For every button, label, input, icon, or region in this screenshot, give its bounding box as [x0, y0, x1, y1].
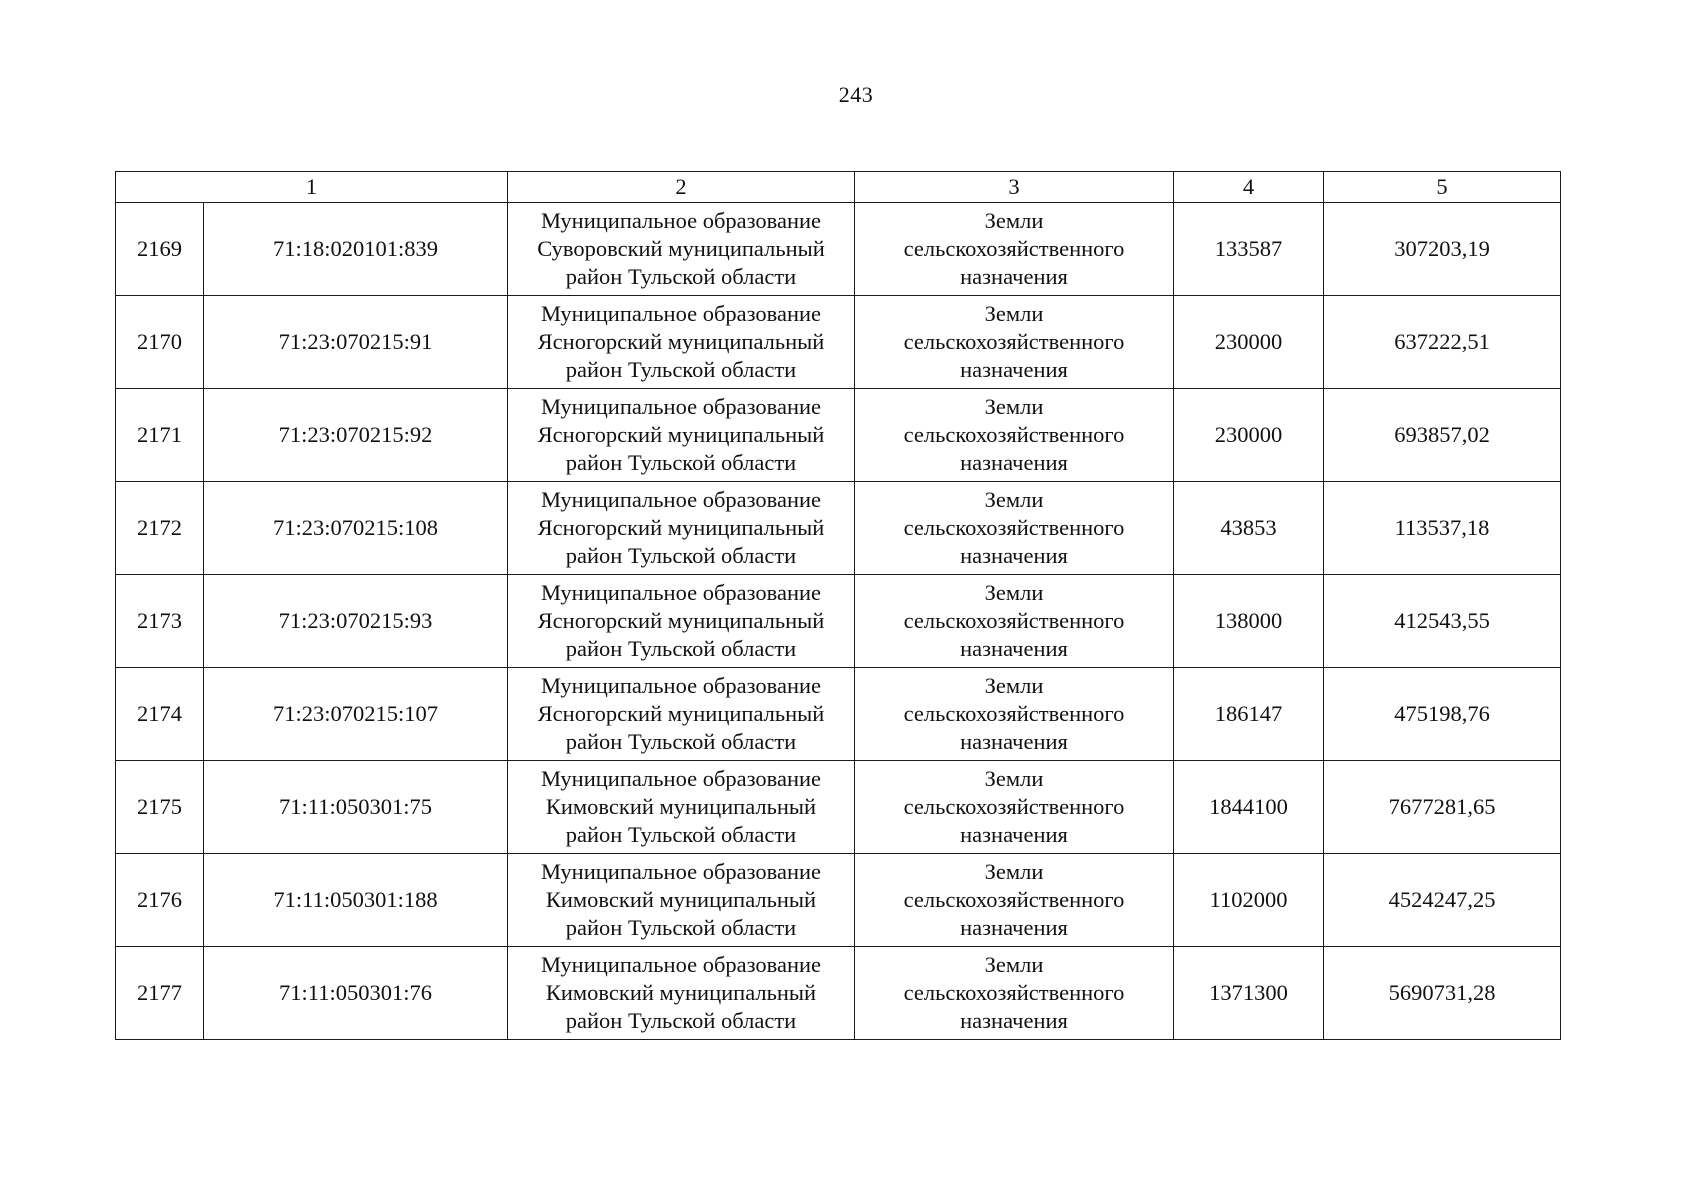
header-cell-2: 2: [508, 172, 855, 203]
owner-cell: [508, 482, 855, 575]
land-category-cell: [855, 854, 1174, 947]
land-category-cell-line: Земли: [984, 487, 1044, 512]
row-number-cell: 2172: [116, 482, 204, 575]
table-row: [116, 854, 1561, 947]
land-category-cell-line: Земли: [984, 766, 1044, 791]
land-category-cell-line: назначения: [960, 915, 1068, 940]
land-category-cell-line: Земли: [984, 580, 1044, 605]
cadastral-value-cell: 5690731,28: [1324, 947, 1561, 1040]
owner-cell-line: Кимовский муниципальный: [545, 887, 817, 912]
land-category-cell-line: сельскохозяйственного: [903, 701, 1125, 726]
table-row: [116, 575, 1561, 668]
table-row: [116, 389, 1561, 482]
header-cell-4: 4: [1174, 172, 1324, 203]
table-header-row: [116, 172, 1561, 203]
cadastral-number-cell: 71:23:070215:93: [204, 575, 508, 668]
cadastral-number-cell: 71:11:050301:76: [204, 947, 508, 1040]
land-category-cell-line: Земли: [984, 952, 1044, 977]
land-category-cell-line: сельскохозяйственного: [903, 236, 1125, 261]
page-number: 243: [838, 82, 874, 107]
owner-cell: [508, 575, 855, 668]
owner-cell: [508, 761, 855, 854]
owner-cell: [508, 296, 855, 389]
area-cell: 186147: [1174, 668, 1324, 761]
row-number-cell: 2171: [116, 389, 204, 482]
owner-cell-line: Ясногорский муниципальный: [537, 329, 825, 354]
owner-cell-line: район Тульской области: [565, 450, 797, 475]
owner-cell-line: Муниципальное образование: [540, 301, 822, 326]
owner-cell: [508, 947, 855, 1040]
land-category-cell: [855, 389, 1174, 482]
land-category-cell-line: сельскохозяйственного: [903, 608, 1125, 633]
cadastral-number-cell: 71:23:070215:91: [204, 296, 508, 389]
owner-cell-line: Ясногорский муниципальный: [537, 515, 825, 540]
owner-cell-line: Муниципальное образование: [540, 859, 822, 884]
land-category-cell-line: назначения: [960, 450, 1068, 475]
area-cell: 230000: [1174, 296, 1324, 389]
land-category-cell-line: сельскохозяйственного: [903, 515, 1125, 540]
cadastral-value-cell: 412543,55: [1324, 575, 1561, 668]
cadastral-value-cell: 113537,18: [1324, 482, 1561, 575]
owner-cell-line: Суворовский муниципальный: [537, 236, 825, 261]
owner-cell-line: район Тульской области: [565, 543, 797, 568]
land-category-cell: [855, 575, 1174, 668]
owner-cell-line: район Тульской области: [565, 636, 797, 661]
land-category-cell-line: назначения: [960, 636, 1068, 661]
owner-cell-line: Кимовский муниципальный: [545, 794, 817, 819]
owner-cell: [508, 389, 855, 482]
table-row: [116, 947, 1561, 1040]
land-registry-table: [115, 171, 1561, 1040]
owner-cell-line: Муниципальное образование: [540, 766, 822, 791]
area-cell: 1371300: [1174, 947, 1324, 1040]
row-number-cell: 2173: [116, 575, 204, 668]
owner-cell-line: Муниципальное образование: [540, 394, 822, 419]
table-row: [116, 482, 1561, 575]
cadastral-number-cell: 71:18:020101:839: [204, 203, 508, 296]
owner-cell-line: Кимовский муниципальный: [545, 980, 817, 1005]
row-number-cell: 2174: [116, 668, 204, 761]
land-category-cell-line: сельскохозяйственного: [903, 329, 1125, 354]
area-cell: 230000: [1174, 389, 1324, 482]
area-cell: 133587: [1174, 203, 1324, 296]
header-cell-1: 1: [116, 172, 508, 203]
land-category-cell-line: сельскохозяйственного: [903, 794, 1125, 819]
owner-cell-line: Муниципальное образование: [540, 580, 822, 605]
land-category-cell-line: Земли: [984, 394, 1044, 419]
cadastral-value-cell: 637222,51: [1324, 296, 1561, 389]
land-category-cell: [855, 761, 1174, 854]
land-category-cell: [855, 296, 1174, 389]
owner-cell: [508, 203, 855, 296]
cadastral-number-cell: 71:23:070215:107: [204, 668, 508, 761]
land-category-cell-line: Земли: [984, 301, 1044, 326]
area-cell: 43853: [1174, 482, 1324, 575]
row-number-cell: 2170: [116, 296, 204, 389]
owner-cell-line: район Тульской области: [565, 915, 797, 940]
land-category-cell: [855, 668, 1174, 761]
owner-cell-line: район Тульской области: [565, 264, 797, 289]
land-category-cell-line: сельскохозяйственного: [903, 887, 1125, 912]
cadastral-value-cell: 4524247,25: [1324, 854, 1561, 947]
cadastral-value-cell: 7677281,65: [1324, 761, 1561, 854]
land-category-cell-line: сельскохозяйственного: [903, 980, 1125, 1005]
land-category-cell-line: назначения: [960, 1008, 1068, 1033]
cadastral-number-cell: 71:11:050301:188: [204, 854, 508, 947]
owner-cell-line: Муниципальное образование: [540, 673, 822, 698]
land-category-cell-line: назначения: [960, 264, 1068, 289]
row-number-cell: 2175: [116, 761, 204, 854]
area-cell: 1102000: [1174, 854, 1324, 947]
owner-cell-line: Муниципальное образование: [540, 208, 822, 233]
land-category-cell-line: Земли: [984, 673, 1044, 698]
land-category-cell: [855, 947, 1174, 1040]
area-cell: 1844100: [1174, 761, 1324, 854]
owner-cell-line: Ясногорский муниципальный: [537, 608, 825, 633]
cadastral-number-cell: 71:23:070215:108: [204, 482, 508, 575]
cadastral-number-cell: 71:11:050301:75: [204, 761, 508, 854]
row-number-cell: 2177: [116, 947, 204, 1040]
land-category-cell-line: сельскохозяйственного: [903, 422, 1125, 447]
owner-cell-line: район Тульской области: [565, 729, 797, 754]
area-cell: 138000: [1174, 575, 1324, 668]
row-number-cell: 2176: [116, 854, 204, 947]
land-category-cell-line: назначения: [960, 822, 1068, 847]
header-cell-3: 3: [855, 172, 1174, 203]
land-category-cell: [855, 203, 1174, 296]
owner-cell-line: Муниципальное образование: [540, 487, 822, 512]
owner-cell-line: район Тульской области: [565, 822, 797, 847]
table-row: [116, 761, 1561, 854]
land-category-cell-line: назначения: [960, 357, 1068, 382]
cadastral-value-cell: 307203,19: [1324, 203, 1561, 296]
table-row: [116, 296, 1561, 389]
owner-cell-line: район Тульской области: [565, 357, 797, 382]
cadastral-value-cell: 475198,76: [1324, 668, 1561, 761]
owner-cell-line: Ясногорский муниципальный: [537, 422, 825, 447]
land-category-cell-line: назначения: [960, 729, 1068, 754]
header-cell-5: 5: [1324, 172, 1561, 203]
owner-cell-line: район Тульской области: [565, 1008, 797, 1033]
owner-cell-line: Ясногорский муниципальный: [537, 701, 825, 726]
owner-cell: [508, 854, 855, 947]
land-category-cell-line: Земли: [984, 859, 1044, 884]
land-category-cell-line: Земли: [984, 208, 1044, 233]
land-category-cell: [855, 482, 1174, 575]
cadastral-number-cell: 71:23:070215:92: [204, 389, 508, 482]
land-category-cell-line: назначения: [960, 543, 1068, 568]
row-number-cell: 2169: [116, 203, 204, 296]
table-row: [116, 668, 1561, 761]
owner-cell-line: Муниципальное образование: [540, 952, 822, 977]
owner-cell: [508, 668, 855, 761]
cadastral-value-cell: 693857,02: [1324, 389, 1561, 482]
table-row: [116, 203, 1561, 296]
